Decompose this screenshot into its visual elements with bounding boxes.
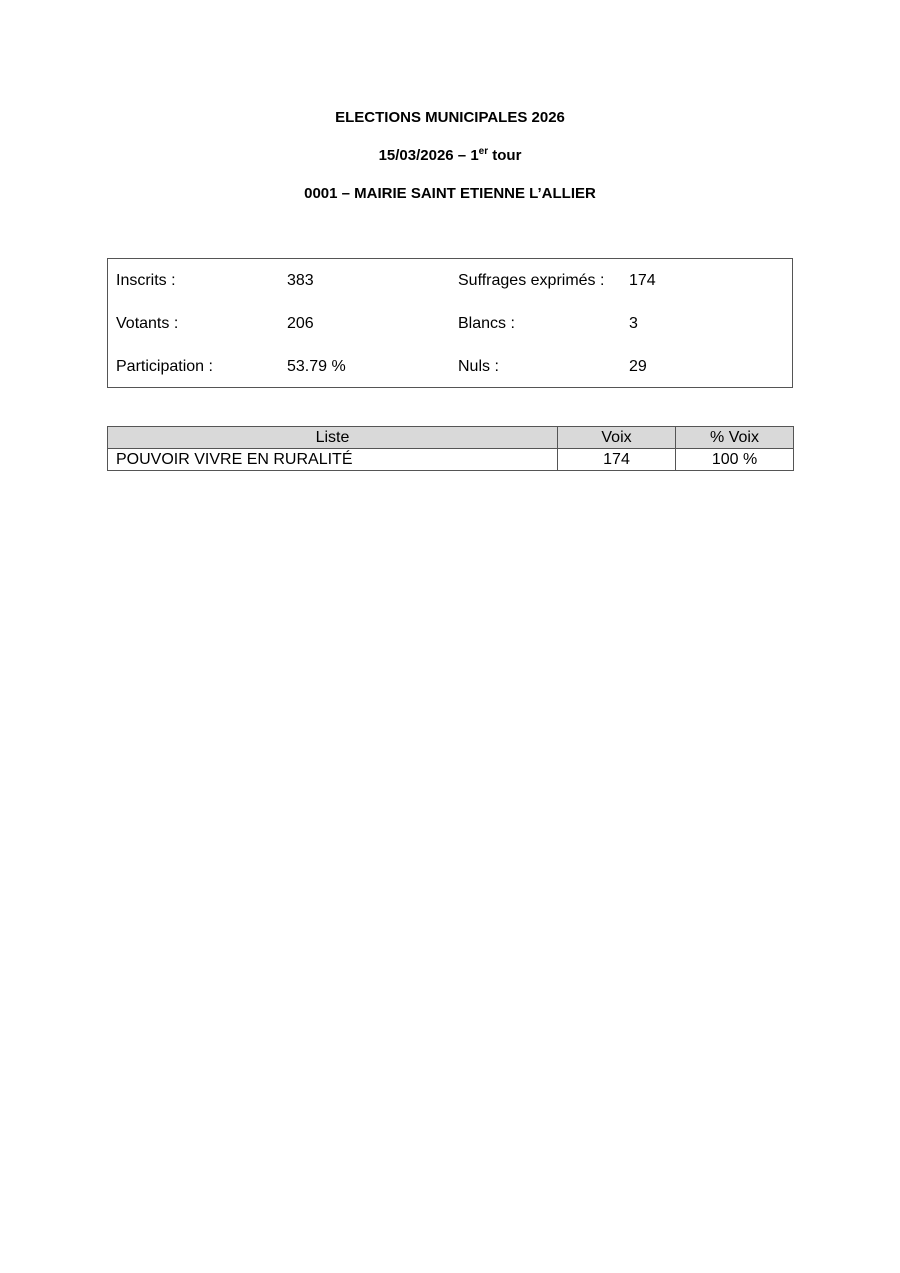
votants-value: 206 — [287, 315, 314, 332]
document-title: ELECTIONS MUNICIPALES 2026 — [335, 109, 565, 126]
results-table — [107, 426, 794, 471]
participation-label: Participation : — [116, 358, 213, 375]
inscrits-label: Inscrits : — [116, 272, 176, 289]
header-pct-voix: % Voix — [676, 427, 794, 449]
summary-box — [107, 258, 793, 388]
row-pct-voix: 100 % — [676, 449, 794, 471]
nuls-label: Nuls : — [458, 358, 499, 375]
header-voix: Voix — [558, 427, 676, 449]
polling-office-title: 0001 – MAIRIE SAINT ETIENNE L’ALLIER — [304, 185, 596, 202]
results-header-row — [108, 427, 794, 449]
date-text: 15/03/2026 – 1 — [378, 147, 479, 164]
votants-label: Votants : — [116, 315, 179, 332]
blancs-value: 3 — [629, 315, 638, 332]
table-row — [108, 449, 794, 471]
round-superscript: er — [478, 146, 489, 157]
inscrits-value: 383 — [287, 272, 314, 289]
suffrages-value: 174 — [629, 272, 656, 289]
header-liste: Liste — [108, 427, 558, 449]
nuls-value: 29 — [629, 358, 647, 375]
suffrages-label: Suffrages exprimés : — [458, 272, 605, 289]
row-liste: POUVOIR VIVRE EN RURALITÉ — [108, 449, 558, 471]
row-voix: 174 — [558, 449, 676, 471]
blancs-label: Blancs : — [458, 315, 515, 332]
election-date-round — [0, 146, 900, 166]
round-suffix: tour — [488, 147, 522, 164]
participation-value: 53.79 % — [287, 358, 346, 375]
